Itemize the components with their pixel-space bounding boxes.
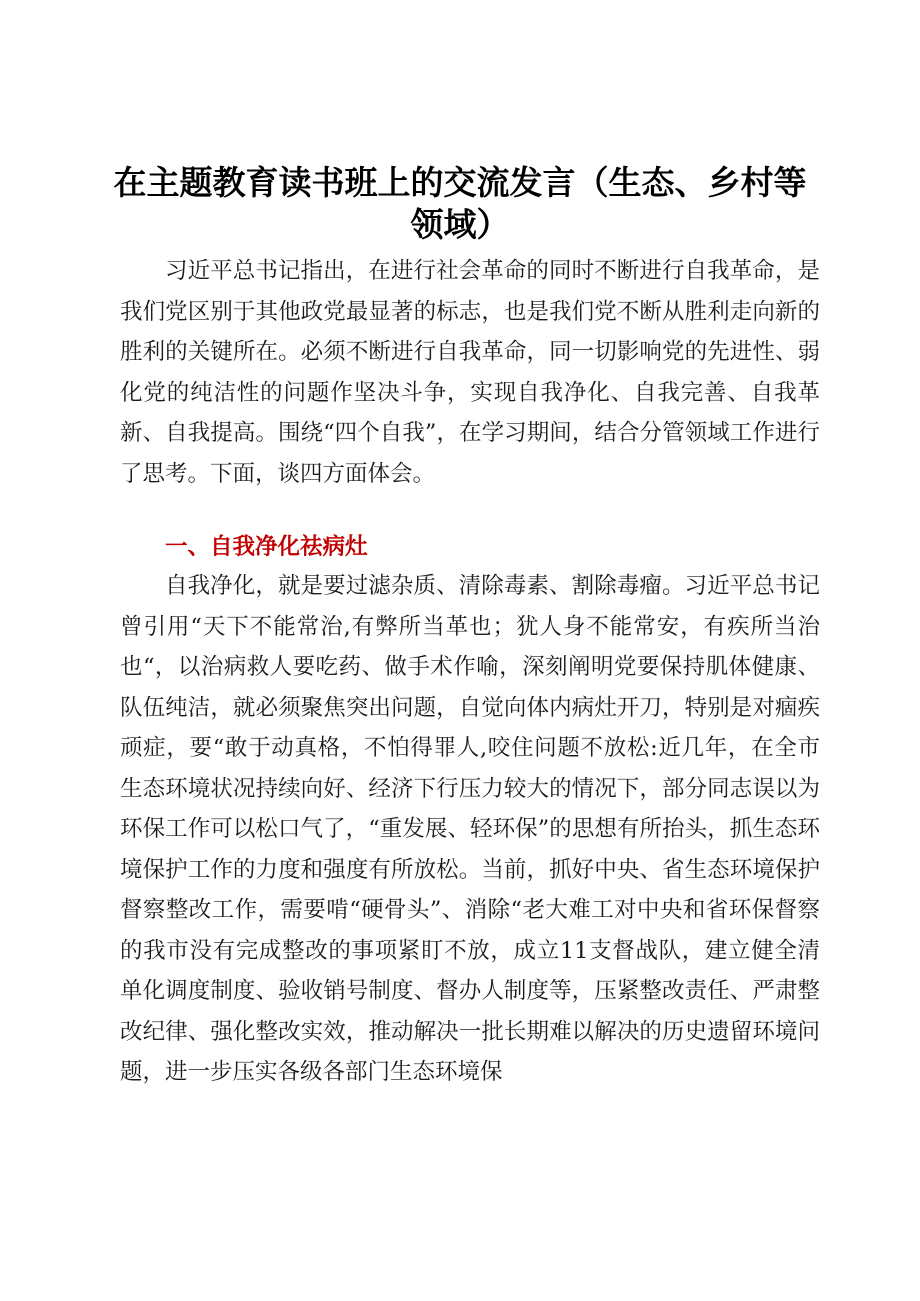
document-title: 在主题教育读书班上的交流发言（生态、乡村等领域） xyxy=(113,163,807,244)
intro-paragraph: 习近平总书记指出，在进行社会革命的同时不断进行自我革命，是我们党区别于其他政党最显著的标志，也是我们党不断从胜利走向新的胜利的关键所在。必须不断进行自我革命，同一切影响党的先进性、弱化党的纯洁性的问题作坚决斗争，实现自我净化、自我完善、自我革新、自我提高。围绕“四个自我”，在学习期间，结合分管领域工作进行了思考。下面，谈四方面体会。 xyxy=(120,258,820,487)
section-paragraph: 自我净化，就是要过滤杂质、清除毒素、割除毒瘤。习近平总书记曾引用“天下不能常治,有弊所当革也；犹人身不能常安，有疾所当治也“，以治病救人要吃药、做手术作喻，深刻阐明党要保持肌体健康、队伍纯洁，就必须聚焦突出问题，自觉向体内病灶开刀，特别是对痼疾顽症，要“敢于动真格，不怕得罪人,咬住问题不放松:近几年，在全市生态环境状况持续向好、经济下行压力较大的情况下，部分同志误以为环保工作可以松口气了，“重发展、轻环保”的思想有所抬头，抓生态环境保护工作的力度和强度有所放松。当前，抓好中央、省生态环境保护督察整改工作，需要啃“硬骨头”、消除“老大难工对中央和省环保督察的我市没有完成整改的事项紧盯不放，成立11支督战队，建立健全清单化调度制度、验收销号制度、督办人制度等，压紧整改责任、严肃整改纪律、强化整改实效，推动解决一批长期难以解决的历史遗留环境问题，进一步压实各级各部门生态环境保 xyxy=(120,573,820,1085)
section-heading: 一、自我净化祛病灶 xyxy=(165,534,368,560)
